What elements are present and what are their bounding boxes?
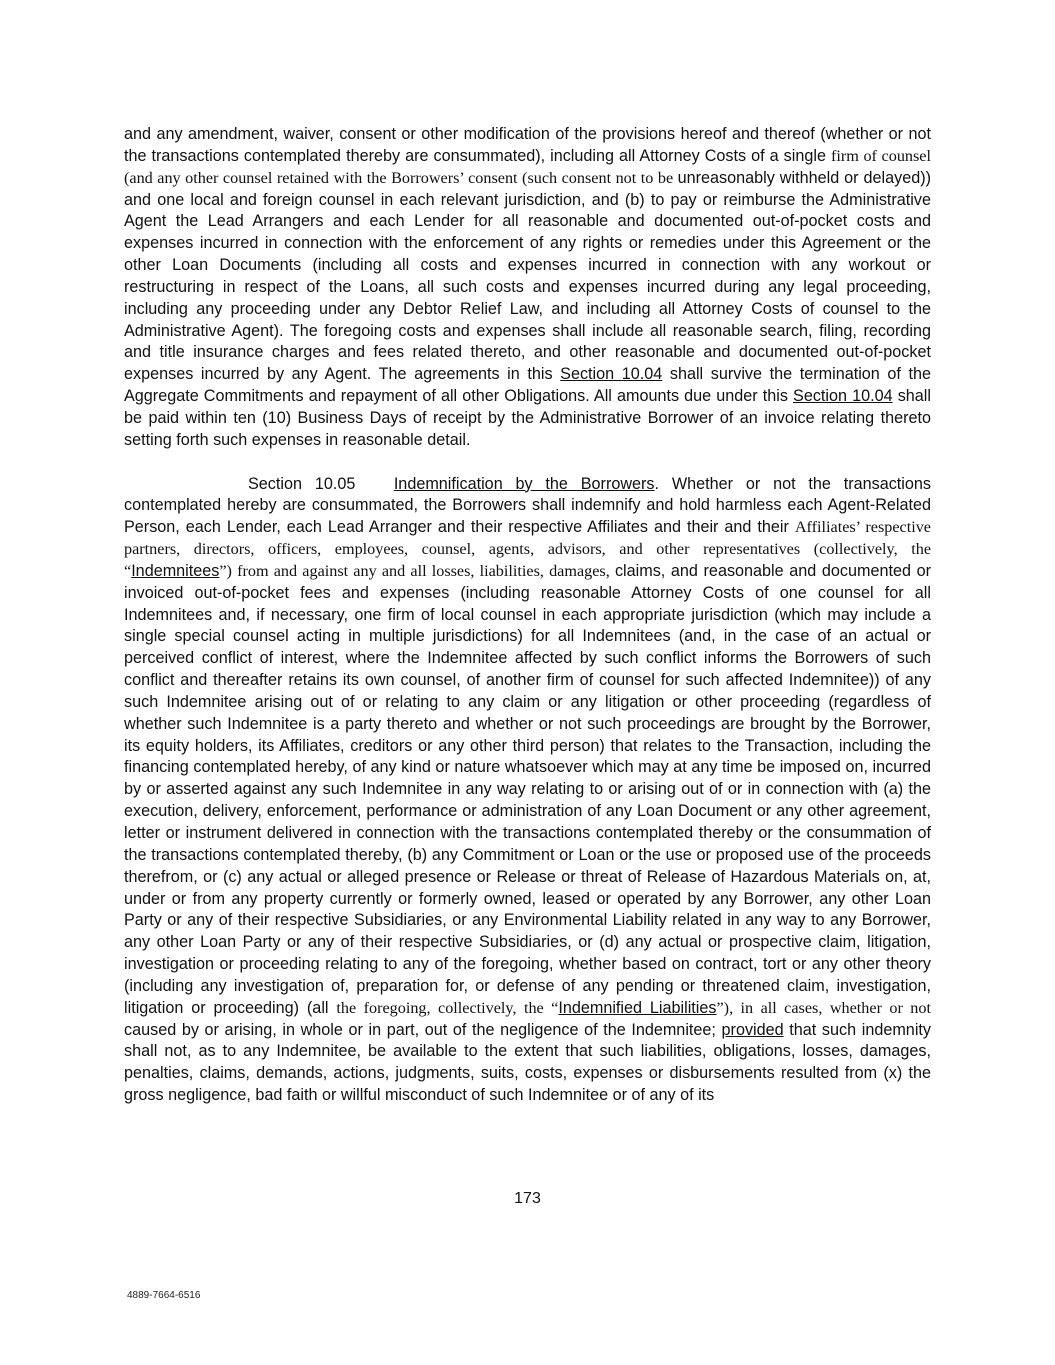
text-run: ”), in all cases, whether or not xyxy=(716,998,931,1017)
paragraph-expenses xyxy=(124,124,931,452)
defined-term: Indemnified Liabilities xyxy=(558,998,717,1017)
body-text xyxy=(124,124,931,1107)
text-run: shall be paid within ten (10) Business Days of receipt by the Administrative Borrower of an invoice relating thereto setting forth such expenses in reasonable detail. xyxy=(124,387,931,449)
text-run: unreasonably withheld or delayed)) and one local and foreign counsel in each relevant jurisdiction, and (b) to pay or reimburse the Administrative Agent the Lead Arrangers and each Lender for all reasonable and documented out-of-pocket costs and expenses incurred in connection with the enforcement of any rights or remedies under this Agreement or the other Loan Documents (including all costs and expenses incurred in connection with any workout or restructuring in respect of the Loans, all such costs and expenses incurred during any legal proceeding, including any proceeding under any Debtor Relief Law, and including all Attorney Costs of counsel to the Administrative Agent). The foregoing costs and expenses shall include all reasonable search, filing, recording and title insurance charges and fees related thereto, and other reasonable and documented out-of-pocket expenses incurred by any Agent. The agreements in this xyxy=(124,168,931,384)
text-run: that such indemnity shall not, as to any Indemnitee, be available to the extent that such liabilities, obligations, losses, damages, penalties, claims, demands, actions, judgments, suits, costs, expenses or disbursements resulted from (x) the gross negligence, bad faith or willful misconduct of such Indemnitee or of any of its xyxy=(124,1020,932,1105)
text-run: caused by or arising, in whole or in part, out of the negligence of the Indemnitee; xyxy=(124,1020,722,1039)
section-number: Section 10.05 xyxy=(248,474,356,493)
text-run: Affiliates’ respective partners, directors, officers, employees, counsel, agents, advisors, and other representatives (collectively, the “ xyxy=(124,518,931,580)
text-run: claims, and reasonable and documented or invoiced out-of-pocket fees and expenses (including reasonable Attorney Costs of one counsel for all Indemnitees and, if necessary, one firm of local counsel in each appropriate jurisdiction (which may include a single special counsel acting in multiple jurisdictions) for all Indemnitees (and, in the case of an actual or perceived conflict of interest, where the Indemnitee affected by such conflict informs the Borrowers of such conflict and thereafter retains its own counsel, of another firm of counsel for such affected Indemnitee)) of any such Indemnitee arising out of or relating to any claim or any litigation or other proceeding (regardless of whether such Indemnitee is a party thereto and whether or not such proceedings are brought by the Borrower, its equity holders, its Affiliates, creditors or any other third person) that relates to the Transaction, including the financing contemplated hereby, of any kind or nature whatsoever which may at any time be imposed on, incurred by or asserted against any such Indemnitee in any way relating to or arising out of or in connection with (a) the execution, delivery, enforcement, performance or administration of any Loan Document or any other agreement, letter or instrument delivered in connection with the transactions contemplated thereby or the consummation of the transactions contemplated thereby, (b) any Commitment or Loan or the use or proposed use of the proceeds therefrom, or (c) any actual or alleged presence or Release or threat of Release of Hazardous Materials on, at, under or from any property currently or formerly owned, leased or operated by any Borrower, any other Loan Party or any of their respective Subsidiaries, or any Environmental Liability related in any way to any Borrower, any other Loan Party or any of their respective Subsidiaries, or (d) any actual or prospective claim, litigation, investigation or proceeding relating to any of the foregoing, whether based on contract, tort or any other theory (including any investigation of, preparation for, or defense of any pending or threatened claim, investigation, litigation or proceeding) (all xyxy=(124,561,931,1017)
section-heading: Indemnification by the Borrowers xyxy=(393,474,655,493)
defined-term: provided xyxy=(721,1020,784,1039)
section-reference: Section 10.04 xyxy=(560,365,663,384)
text-run: . Whether or not the transactions contemplated hereby are consummated, the Borrowers shall indemnify and hold harmless each Agent-Related Person, each Lender, each Lead Arranger and their respective Affiliates and their and their xyxy=(124,474,932,537)
text-run: shall survive the termination of the Aggregate Commitments and repayment of all other Obligations. All amounts due under this xyxy=(124,365,932,406)
section-reference: Section 10.04 xyxy=(793,387,893,406)
text-run: the foregoing, collectively, the “ xyxy=(336,998,559,1017)
document-id: 4889-7664-6516 xyxy=(127,1290,201,1301)
text-run: ”) from and against any and all losses, liabilities, damages, xyxy=(219,561,615,580)
text-run: and any amendment, waiver, consent or other modification of the provisions hereof and thereof (whether or not the transactions contemplated thereby are consummated), including all Attorney Costs of a single xyxy=(124,125,931,165)
page-number: 173 xyxy=(514,1190,541,1207)
defined-term: Indemnitees xyxy=(131,561,220,580)
text-run: firm of counsel (and any other counsel retained with the Borrowers’ consent (such consent not to be xyxy=(124,146,931,187)
paragraph-indemnification xyxy=(124,474,931,1107)
